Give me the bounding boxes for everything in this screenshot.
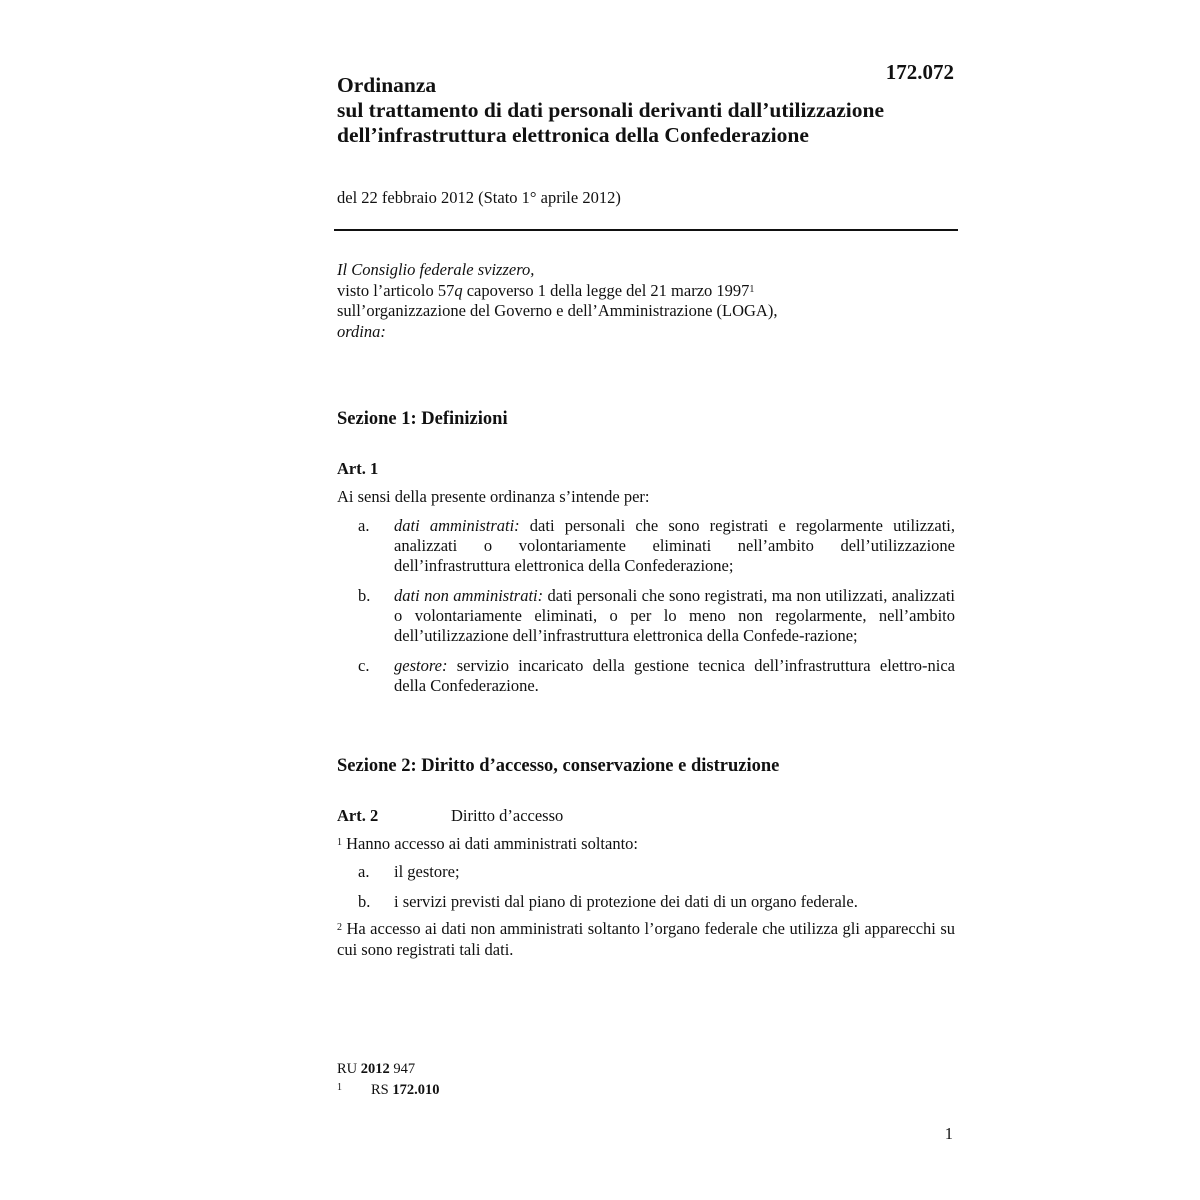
access-list [337, 862, 955, 922]
preamble-visto-line2: sull’organizzazione del Governo e dell’Amministrazione (LOGA), [337, 301, 778, 320]
ru-reference [337, 1059, 440, 1080]
visto-text-rest: capoverso 1 della legge del 21 marzo 1997 [462, 280, 750, 300]
list-item-text: il gestore; [394, 862, 460, 881]
visto-article-letter: q [454, 280, 463, 300]
footnote-reference[interactable]: 1 [749, 283, 755, 295]
article-label: Art. 1 [337, 459, 379, 478]
list-marker: a. [358, 862, 370, 881]
definition-text: dati personali che sono registrati, ma non utilizzati, analizzati o volontariamente eliminati, o per lo meno non regolarmente, nell’ambito dell’utilizzazione dell’infrastruttura elettronica della Confede-razione; [394, 586, 955, 645]
preamble-ordina: ordina: [337, 321, 386, 341]
article-heading [337, 806, 737, 828]
paragraph-text: Ha accesso ai dati non amministrati soltanto l’organo federale che utilizza gli apparecchi su cui sono registrati tali dati. [337, 919, 955, 959]
ru-page: 947 [389, 1061, 416, 1077]
list-item [337, 516, 955, 576]
paragraph-text: Hanno accesso ai dati amministrati soltanto: [342, 834, 639, 853]
article-paragraph [337, 834, 955, 855]
preamble-authority: Il Consiglio federale svizzero, [337, 260, 535, 279]
section-heading: Sezione 2: Diritto d’accesso, conservazione e distruzione [337, 756, 780, 776]
article-intro: Ai sensi della presente ordinanza s’intende per: [337, 487, 650, 506]
visto-text: visto l’articolo 57 [337, 280, 455, 300]
paragraph-number: 2 [337, 922, 342, 933]
definition-term: gestore: [394, 656, 448, 675]
article-label: Art. 2 [337, 806, 379, 825]
definition-term: dati amministrati: [394, 516, 520, 535]
footnote-mark: 1 [337, 1081, 342, 1093]
title-line: dell’infrastruttura elettronica della Confederazione [337, 123, 809, 147]
section-heading: Sezione 1: Definizioni [337, 409, 508, 429]
definition-text: dati personali che sono registrati e regolarmente utilizzati, analizzati o volontariamente eliminati nell’ambito dell’utilizzazione dell’infrastruttura elettronica della Confederazione; [394, 516, 955, 575]
definition-term: dati non amministrati: [394, 586, 544, 605]
list-item-text: i servizi previsti dal piano di protezione dei dati di un organo federale. [394, 892, 858, 911]
list-marker: c. [358, 656, 370, 675]
document-title [337, 73, 977, 148]
preamble [337, 260, 957, 342]
page-number: 1 [944, 1124, 953, 1143]
list-marker: b. [358, 586, 371, 605]
list-marker: a. [358, 516, 370, 535]
list-item [337, 656, 955, 696]
list-item [337, 862, 955, 882]
ru-year: 2012 [360, 1061, 390, 1077]
preamble-visto [337, 281, 957, 302]
rs-prefix: RS [371, 1081, 393, 1098]
article-paragraph [337, 919, 955, 960]
list-item [337, 892, 955, 912]
definition-text: servizio incaricato della gestione tecnica dell’infrastruttura elettro-nica della Confederazione. [394, 656, 955, 695]
document-date: del 22 febbraio 2012 (Stato 1° aprile 2012) [337, 188, 621, 207]
footnote [337, 1080, 440, 1101]
footnotes [337, 1059, 440, 1100]
title-line: Ordinanza [337, 73, 437, 97]
list-marker: b. [358, 892, 371, 911]
rs-number: 172.010 [392, 1081, 440, 1098]
article-title: Diritto d’accesso [451, 806, 564, 825]
header-divider [334, 229, 958, 231]
paragraph-number: 1 [337, 837, 342, 848]
sr-number: 172.072 [885, 60, 954, 84]
definition-list [337, 516, 955, 706]
ru-prefix: RU [337, 1061, 361, 1077]
title-line: sul trattamento di dati personali derivanti dall’utilizzazione [337, 98, 885, 122]
list-item [337, 586, 955, 646]
